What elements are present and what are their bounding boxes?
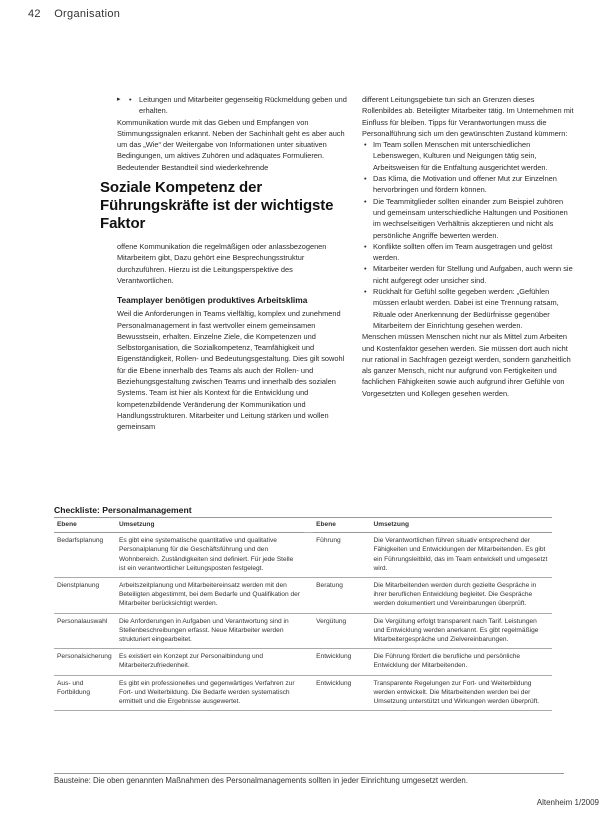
table-cell-level: Entwicklung [313,675,370,711]
right-bullet: • Rückhalt für Gefühl sollte gegeben werden: „Gefühlen müssen erlaubt werden. Dabei ist eine Trennung ratsam, Rituale oder Anerkennung der Bedürfnisse gegenüber Mitarbeitern der Einrichtung gesehen werden. [362,286,574,331]
triangle-arrow-icon: ▸ [117,96,121,103]
right-bullet: • Das Klima, die Motivation und offener Mut zur Einzelnen hervorbringen und fördern können. [362,173,574,196]
left-paragraph-2: offene Kommunikation die regelmäßigen oder anlassbezogenen Mitarbeitern gibt, Dazu gehört eine Besprechungsstruktur durchzuführen. Hierzu ist die Leitungsperspektive des Verantwortlichen. [117,242,327,285]
column-gap [304,649,314,675]
right-paragraph-2: Menschen müssen Menschen nicht nur als Mittel zum Arbeiten und Kostenfaktor gesehen werden. Sie müssen dort auch nicht nur rational in Sachfragen gezeigt werden, sondern ganzheitlich als ganzer Mensch, nicht nur aufgrund von Fertigkeiten und fachlichen Fähigkeiten sowie auch aufgrund ihrer Gefühle von Vorgesetzten und Kollegen gesehen werden. [362,332,571,398]
column-gap [304,518,314,533]
column-header-implementation: Umsetzung [370,518,552,533]
checklist-footnote: Bausteine: Die oben genannten Maßnahmen des Personalmanagements sollten in jeder Einrichtung umgesetzt werden. [54,773,564,785]
column-header-level: Ebene [54,518,116,533]
column-gap [304,613,314,649]
table-row [54,578,552,614]
right-bullet: • Mitarbeiter werden für Stellung und Aufgaben, auch wenn sie nicht aufgeregt oder unsicher sind. [362,263,574,286]
column-header-level: Ebene [313,518,370,533]
left-column [100,94,349,433]
table-cell-implementation: Die Führung fördert die berufliche und persönliche Entwicklung der Mitarbeitenden. [370,649,552,675]
checklist-title: Checkliste: Personalmanagement [54,505,192,515]
checklist-table [54,517,552,711]
intro-bullet [117,94,349,117]
table-cell-implementation: Transparente Regelungen zur Fort- und Weiterbildung werden entwickelt. Die Mitarbeitenden werden bei der Umsetzung unterstützt und Wirkungen werden überprüft. [370,675,552,711]
page-header [28,8,120,20]
right-bullet: • Konflikte sollten offen im Team ausgetragen und gelöst werden. [362,241,574,264]
table-cell-implementation: Die Verantwortlichen führen situativ entsprechend der Fähigkeiten und Entwicklungen der Mitarbeitenden. Es gibt ein Führungsleitbild, das im Team entwickelt und umgesetzt wird. [370,533,552,578]
column-gap [304,578,314,614]
table-row [54,649,552,675]
column-gap [304,675,314,711]
right-bullet: • Die Teammitglieder sollten einander zum Beispiel zuhören und gemeinsam unterschiedliche Haltungen und Positionen im wechselseitigen Verhältnis akzeptieren und nicht als persönliche Angriffe bewerten werden. [362,196,574,241]
table-cell-level: Beratung [313,578,370,614]
section-title: Organisation [54,8,121,20]
page-number: 42 [28,8,41,20]
bullet-icon: • [129,95,132,104]
left-paragraph-3: Weil die Anforderungen in Teams vielfältig, komplex und zunehmend Personalmanagement in fast wertvoller einem gemeinsamen Bewusstsein, erhalten. Einzelne Ziele, die Kompetenzen und Selbstorganisation, die Sozialkompetenz, Teamfähigkeit und Eigenständigkeit, Rollen- und Bedeutungsgestaltung. Dies gilt sowohl für die Ebene innerhalb des Teams als auch der Rollen- und Beziehungsgestaltung zwischen Teams und innerhalb des sozialen Systems. Team ist hier als Kontext für die Entwicklung und kompetenzbildende Veränderung der Kommunikation und Handlungsstrukturen. Mitarbeiter und Leitung stärken und wollen gemeinsam [117,309,345,432]
table-cell-implementation: Es gibt ein professionelles und gegenwärtiges Verfahren zur Fort- und Weiterbildung. Die Bedarfe werden systematisch ermittelt und die Ergebnisse ausgewertet. [116,675,304,711]
right-column [362,94,574,399]
table-cell-level: Bedarfsplanung [54,533,116,578]
table-row [54,675,552,711]
table-cell-implementation: Es existiert ein Konzept zur Personalbindung und Mitarbeiterzufriedenheit. [116,649,304,675]
article-heading: Soziale Kompetenz der Führungskräfte ist der wichtigste Faktor [100,179,334,233]
intro-bullet-text: Leitungen und Mitarbeiter gegenseitig Rückmeldung geben und erhalten. [139,95,347,116]
table-cell-implementation: Es gibt eine systematische quantitative und qualitative Personalplanung für die Geschäftsführung und den Wohnbereich. Zuständigkeiten sind definiert. Für jede Stelle ist ein verantwortlicher Leitungsposten festgelegt. [116,533,304,578]
column-header-implementation: Umsetzung [116,518,304,533]
table-cell-level: Dienstplanung [54,578,116,614]
right-bullet: • Im Team sollen Menschen mit unterschiedlichen Lebenswegen, Kulturen und Neigungen tätig sein, Arbeitsweisen für die Entfaltung ausgerichtet werden. [362,139,574,173]
table-cell-level: Entwicklung [313,649,370,675]
table-cell-level: Aus- und Fortbildung [54,675,116,711]
table-cell-level: Personalsicherung [54,649,116,675]
table-cell-implementation: Die Mitarbeitenden werden durch gezielte Gespräche in ihrer beruflichen Entwicklung begleitet. Die Gespräche werden dokumentiert und Vereinbarungen überprüft. [370,578,552,614]
table-cell-level: Führung [313,533,370,578]
magazine-footer: Altenheim 1/2009 [536,798,599,807]
table-cell-level: Vergütung [313,613,370,649]
table-row [54,533,552,578]
table-cell-implementation: Die Vergütung erfolgt transparent nach Tarif. Leistungen und Entwicklung werden anerkannt. Es gibt regelmäßige Mitarbeitergespräche und Zielvereinbarungen. [370,613,552,649]
table-cell-implementation: Die Anforderungen in Aufgaben und Verantwortung sind in Stellenbeschreibungen erfasst. Neue Mitarbeiter werden strukturiert eingearbeitet. [116,613,304,649]
table-header-row [54,518,552,533]
column-gap [304,533,314,578]
table-cell-level: Personalauswahl [54,613,116,649]
left-paragraph-1: Kommunikation wurde mit das Geben und Empfangen von Stimmungssignalen erkannt. Neben der Sachinhalt geht es aber auch um das „Wie“ der Weitergabe von Informationen unter situativen Bedingungen, um aktives Zuhören und adäquates Formulieren. Bedeutender Bestandteil sind wiederkehrende [117,117,345,172]
table-row [54,613,552,649]
article-subheading: Teamplayer benötigen produktives Arbeitsklima [117,295,308,306]
table-cell-implementation: Arbeitszeitplanung und Mitarbeitereinsatz werden mit den Beteiligten abgestimmt, bei dem Bedarfe und Qualifikation der Mitarbeiter berücksichtigt werden. [116,578,304,614]
right-paragraph-1: different Leitungsgebiete tun sich an Grenzen dieses Rollenbildes ab. Beteiligter Mitarbeiter tätig. Im Unternehmen mit Einfluss für bleiben. Tipps für Verantwortungen muss die Personalführung sich um den gewünschten Zustand kümmern: [362,95,574,138]
